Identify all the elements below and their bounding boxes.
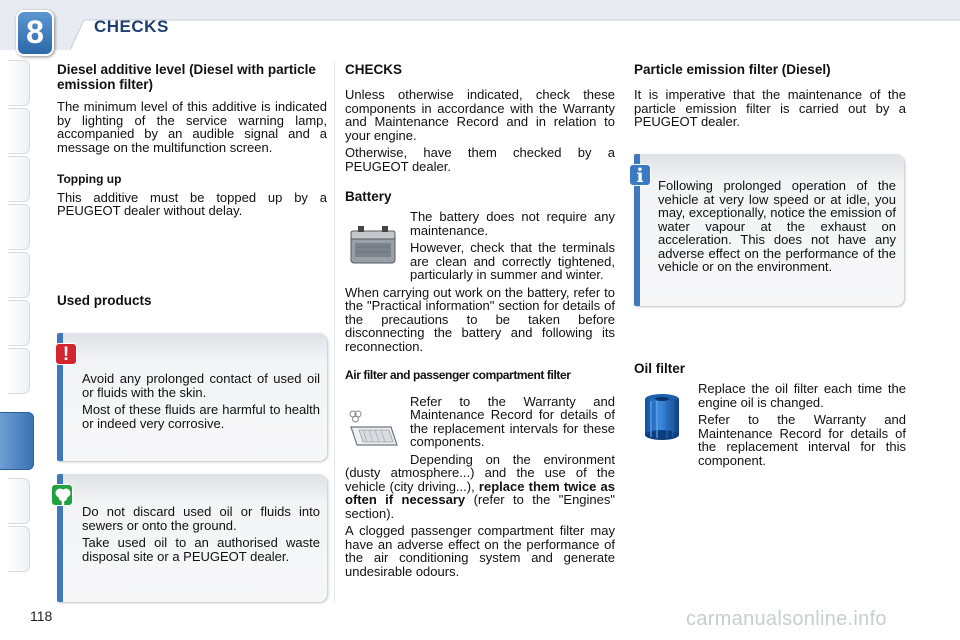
particle-filter-heading: Particle emission filter (Diesel)	[634, 62, 831, 77]
battery-picture	[347, 217, 399, 269]
side-tab[interactable]	[8, 156, 30, 202]
battery-paragraph: The battery does not require any maintenance.	[410, 209, 615, 238]
used-products-heading: Used products	[57, 292, 152, 308]
particle-filter-body: It is imperative that the maintenance of the particle emission filter is carried out by a PEUGEOT dealer.	[634, 87, 906, 129]
info-note-text: Following prolonged operation of the vehicle at very low speed or at idle, you may, exceptionally, notice the emission of water vapour at the exhaust on acceleration. This does not have any adverse effect on the performance of the vehicle or on the environment.	[658, 178, 896, 274]
environment-paragraph: Do not discard used oil or fluids into sewers or onto the ground.	[82, 504, 320, 533]
oil-filter-paragraph: Replace the oil filter each time the engine oil is changed.	[698, 381, 906, 410]
right-column	[634, 62, 906, 129]
info-icon: i	[629, 164, 651, 186]
topping-up-body: This additive must be topped up by a PEUGEOT dealer without delay.	[57, 189, 327, 218]
topping-up-heading: Topping up	[57, 172, 122, 186]
diesel-additive-body: The minimum level of this additive is indicated by lighting of the service warning lamp, accompanied by an audible signal and a message on the multifunction screen.	[57, 99, 327, 155]
air-filter-heading: Air filter and passenger compartment filter	[345, 368, 571, 382]
side-tab[interactable]	[8, 300, 30, 346]
left-column	[57, 62, 327, 308]
air-filter-paragraph	[345, 453, 615, 521]
side-tab[interactable]	[8, 60, 30, 106]
oil-filter-heading: Oil filter	[634, 361, 686, 376]
cabin-filter-picture	[347, 409, 399, 461]
battery-text-block	[410, 210, 615, 282]
oil-filter-text-block	[698, 382, 906, 467]
chapter-side-tabs	[0, 60, 34, 580]
header-bar	[0, 0, 960, 50]
oil-filter-picture	[642, 392, 682, 442]
air-filter-text: Depending on the environment (dusty atmosphere...) and the use of the vehicle (city driving...),	[345, 451, 615, 494]
side-tab[interactable]	[8, 526, 30, 572]
checks-paragraph: Unless otherwise indicated, check these components in accordance with the Warranty and Maintenance Record and in relation to your engine.	[345, 87, 615, 143]
side-tab[interactable]	[8, 252, 30, 298]
checks-heading: CHECKS	[345, 62, 403, 77]
air-filter-paragraph: A clogged passenger compartment filter may have an adverse effect on the performance of the air conditioning system and generate undesirable odours.	[345, 523, 615, 579]
page-number: 118	[30, 608, 53, 624]
middle-column	[345, 62, 615, 578]
battery-paragraph: When carrying out work on the battery, refer to the "Practical information" section for details of the precautions to be taken before disconnecting the battery and following its reconnection.	[345, 284, 615, 354]
warning-paragraph: Avoid any prolonged contact of used oil or fluids with the skin.	[82, 371, 320, 400]
side-tab-active[interactable]	[0, 412, 34, 470]
air-filter-text: (refer to the "Engines" section).	[345, 492, 615, 521]
exclamation-icon: !	[55, 343, 77, 365]
air-filter-emphasis: replace them twice as often if necessary	[345, 478, 616, 507]
battery-paragraph: However, check that the terminals are clean and correctly tightened, particularly in summer and winter.	[410, 240, 615, 282]
warning-note-text	[82, 372, 320, 430]
side-tab[interactable]	[8, 204, 30, 250]
side-tab[interactable]	[8, 478, 30, 524]
tree-icon	[51, 484, 73, 506]
chapter-number-badge: 8	[16, 10, 54, 56]
environment-note-text	[82, 505, 320, 563]
air-filter-paragraph: Refer to the Warranty and Maintenance Record for details of the replacement intervals for these components.	[410, 393, 615, 449]
section-title: CHECKS	[94, 17, 169, 36]
battery-heading: Battery	[345, 189, 392, 204]
oil-filter-paragraph: Refer to the Warranty and Maintenance Record for details of the replacement interval for this component.	[698, 412, 906, 468]
warning-paragraph: Most of these fluids are harmful to health or indeed very corrosive.	[82, 402, 320, 431]
watermark: carmanualsonline.info	[686, 608, 887, 630]
side-tab[interactable]	[8, 348, 30, 394]
checks-paragraph: Otherwise, have them checked by a PEUGEOT dealer.	[345, 145, 615, 174]
diesel-additive-heading: Diesel additive level (Diesel with particle emission filter)	[57, 62, 316, 92]
column-divider	[334, 62, 335, 602]
side-tab[interactable]	[8, 108, 30, 154]
air-filter-text-block	[410, 395, 615, 449]
environment-paragraph: Take used oil to an authorised waste disposal site or a PEUGEOT dealer.	[82, 535, 320, 564]
